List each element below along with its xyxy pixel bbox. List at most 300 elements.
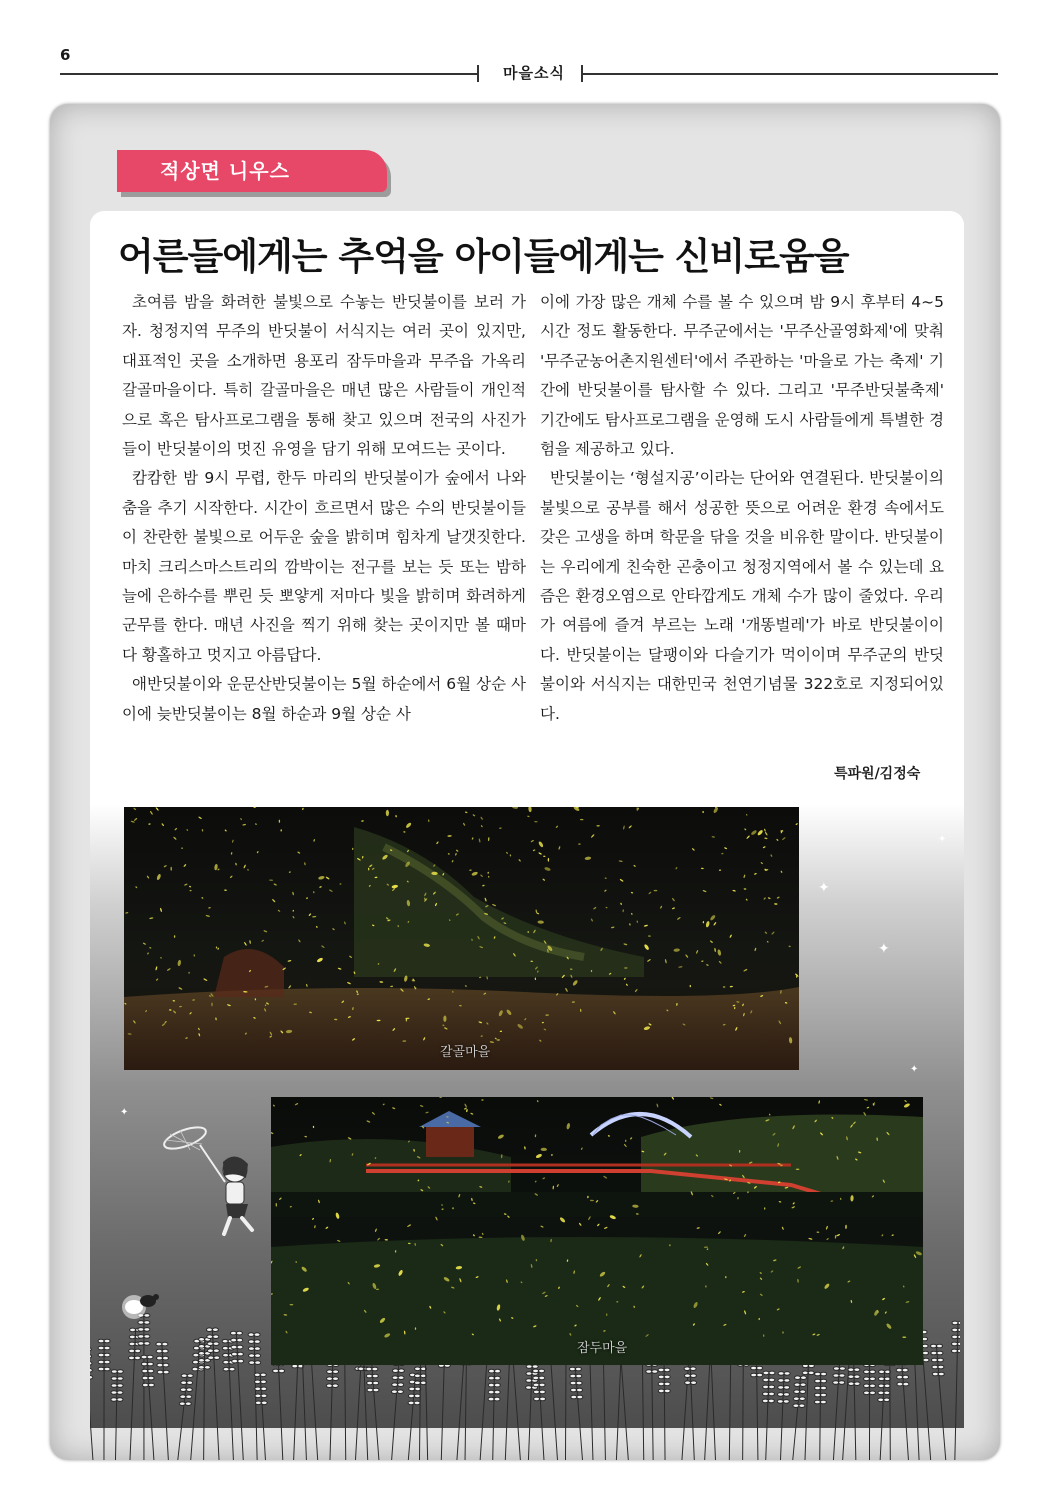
wheat-grain <box>864 1384 870 1388</box>
svg-text:✦: ✦ <box>120 1107 129 1118</box>
wheat-grain <box>111 1398 117 1402</box>
svg-text:✦: ✦ <box>818 880 830 896</box>
photo-caption: 잠두마을 <box>577 1341 628 1356</box>
wheat-grain <box>489 1369 495 1373</box>
wheat-grain <box>937 1351 943 1355</box>
wheat-grain <box>238 1359 244 1363</box>
wheat-grain <box>392 1376 398 1380</box>
wheat-grain <box>801 1376 807 1380</box>
wheat-grain <box>952 1321 958 1325</box>
wheat-grain <box>255 1394 261 1398</box>
wheat-grain <box>237 1345 243 1349</box>
wheat-grain <box>878 1391 884 1395</box>
wheat-grain <box>181 1374 187 1378</box>
svg-text:✦: ✦ <box>910 1064 919 1075</box>
wheat-grain <box>658 1375 664 1379</box>
wheat-grain <box>664 1389 670 1393</box>
wheat-grain <box>539 1390 545 1394</box>
wheat-grain <box>372 1374 378 1378</box>
wheat-grain <box>231 1345 237 1349</box>
wheat-grain <box>922 1344 928 1348</box>
wheat-grain <box>157 1370 163 1374</box>
wheat-grain <box>903 1382 909 1386</box>
wheat-grain <box>261 1401 267 1405</box>
wheat-grain <box>129 1356 135 1360</box>
wheat-grain <box>111 1384 117 1388</box>
wheat-grain <box>366 1374 372 1378</box>
wheat-grain <box>332 1384 338 1388</box>
wheat-grain <box>784 1386 790 1390</box>
wheat-grain <box>141 1362 147 1366</box>
header-tick-left <box>477 65 479 82</box>
wheat-grain <box>494 1397 500 1401</box>
paragraph: 이에 가장 많은 개체 수를 볼 수 있으며 밤 9시 후부터 4~5시간 정도 활동한다. 무주군에서는 '무주산골영화제'에 맞춰 '무주군농어촌지원센터'에서 주관하는 '마을로 가는 축제' 기간에 반딧불이를 탐사할 수 있다. 그리고 '무주반딧불축제' 기간에도 탐사프로그램을 운영해 도시 사람들에게 특별한 경험을 제공하고 있다. <box>540 293 944 459</box>
paragraph: 초여름 밤을 화려한 불빛으로 수놓는 반딧불이를 보러 가자. 청정지역 무주의 반딧불이 서식지는 여러 곳이 있지만, 대표적인 곳을 소개하면 용포리 잠두마을과 무주읍 가옥리 갈골마을이다. 특히 갈골마을은 매년 많은 사람들이 개인적으로 혹은 탐사프로그램을 통해 찾고 있으며 전국의 사진가들이 반딧불이의 멋진 유영을 담기 위해 모여드는 곳이다. <box>122 293 526 459</box>
wheat-grain <box>854 1382 860 1386</box>
wheat-grain <box>848 1368 854 1372</box>
wheat-grain <box>784 1379 790 1383</box>
wheat-grain <box>98 1346 104 1350</box>
wheat-grain <box>237 1338 243 1342</box>
byline: 특파원/김정숙 <box>834 766 921 782</box>
wheat-grain <box>333 1370 339 1374</box>
wheat-grain <box>193 1360 199 1364</box>
wheat-grain <box>398 1376 404 1380</box>
wheat-grain <box>769 1392 775 1396</box>
wheat-grain <box>839 1381 845 1385</box>
wheat-grain <box>488 1397 494 1401</box>
firefly-light <box>171 867 172 871</box>
wheat-grain <box>229 1367 235 1371</box>
wheat-grain <box>358 1367 364 1371</box>
wheat-grain <box>938 1365 944 1369</box>
wheat-grain <box>260 1373 266 1377</box>
wheat-grain <box>223 1353 229 1357</box>
wheat-grain <box>690 1374 696 1378</box>
wheat-grain <box>98 1367 104 1371</box>
wheat-grain <box>854 1368 860 1372</box>
wheat-stalk <box>228 1341 233 1460</box>
wheat-grain <box>691 1381 697 1385</box>
wheat-grain <box>248 1340 254 1344</box>
wheat-grain <box>117 1384 123 1388</box>
wheat-grain <box>129 1335 135 1339</box>
wheat-grain <box>777 1400 783 1404</box>
wheat-grain <box>232 1359 238 1363</box>
wheat-grain <box>848 1382 854 1386</box>
wheat-grain <box>144 1328 150 1332</box>
wheat-grain <box>494 1390 500 1394</box>
wheat-stalk <box>90 1349 93 1460</box>
wheat-grain <box>658 1389 664 1393</box>
wheat-grain <box>104 1353 110 1357</box>
wheat-grain <box>213 1342 219 1346</box>
wheat-grain <box>199 1345 205 1349</box>
wheat-grain <box>903 1375 909 1379</box>
wheat-grain <box>111 1391 117 1395</box>
paragraph: 캄캄한 밤 9시 무렵, 한두 마리의 반딧불이가 숲에서 나와 춤을 추기 시작한다. 시간이 흐르면서 많은 수의 반딧불이들이 찬란한 불빛으로 어두운 숲을 밝히며 힘차게 날갯짓한다. 마치 크리스마스트리의 깜박이는 전구를 보는 듯 또는 밤하늘에 은하수를 뿌린 듯 뽀얗게 저마다 빛을 밝히며 화려하게 군무를 한다. 매년 사진을 찍기 위해 찾는 곳이지만 볼 때마다 황홀하고 멋지고 아름답다. <box>122 469 526 664</box>
wheat-grain <box>213 1349 219 1353</box>
wheat-grain <box>185 1402 191 1406</box>
wheat-grain <box>147 1362 153 1366</box>
wheat-grain <box>952 1342 958 1346</box>
wheat-grain <box>778 1379 784 1383</box>
wheat-grain <box>180 1388 186 1392</box>
wheat-grain <box>793 1397 799 1401</box>
firefly-light <box>497 1039 500 1040</box>
firefly-light <box>796 1169 800 1170</box>
wheat-grain <box>799 1404 805 1408</box>
wheat-grain <box>391 1390 397 1394</box>
wheat-grain <box>186 1388 192 1392</box>
wheat-grain <box>187 1374 193 1378</box>
paragraph: 애반딧불이와 운문산반딧불이는 5월 하순에서 6월 상순 사이에 늦반딧불이는 8월 하순과 9월 상순 사 <box>122 675 526 723</box>
wheat-grain <box>808 1371 814 1375</box>
wheat-grain <box>98 1360 104 1364</box>
wheat-grain <box>213 1335 219 1339</box>
wheat-grain <box>135 1349 141 1353</box>
wheat-grain <box>923 1358 929 1362</box>
wheat-grain <box>111 1377 117 1381</box>
wheat-grain <box>142 1383 148 1387</box>
wheat-grain <box>90 1355 92 1359</box>
wheat-grain <box>957 1349 960 1353</box>
wheat-grain <box>254 1333 260 1337</box>
wheat-grain <box>255 1380 261 1384</box>
wheat-grain <box>236 1331 242 1335</box>
wheat-grain <box>261 1380 267 1384</box>
article-column-left <box>122 288 526 729</box>
wheat-grain <box>814 1400 820 1404</box>
wheat-grain <box>138 1335 144 1339</box>
wheat-grain <box>848 1375 854 1379</box>
photo-galgol-village <box>124 807 799 1070</box>
wheat-grain <box>526 1372 532 1376</box>
section-title: 마을소식 <box>503 64 565 82</box>
wheat-grain <box>577 1395 583 1399</box>
wheat-grain <box>373 1381 379 1385</box>
wheat-grain <box>757 1373 763 1377</box>
wheat-grain <box>884 1384 890 1388</box>
wheat-grain <box>931 1358 937 1362</box>
wheat-grain <box>207 1342 213 1346</box>
header-rule-right <box>583 73 998 75</box>
wheat-grain <box>90 1369 92 1373</box>
firefly-light <box>211 1003 212 1007</box>
wheat-grain <box>539 1383 545 1387</box>
wheat-grain <box>652 1370 658 1374</box>
wheat-grain <box>958 1335 960 1339</box>
wheat-grain <box>879 1370 885 1374</box>
wheat-grain <box>864 1370 870 1374</box>
wheat-grain <box>222 1346 228 1350</box>
wheat-grain <box>231 1352 237 1356</box>
wheat-grain <box>533 1390 539 1394</box>
wheat-grain <box>854 1375 860 1379</box>
wheat-grain <box>870 1384 876 1388</box>
wheat-grain <box>488 1390 494 1394</box>
wheat-grain <box>763 1371 769 1375</box>
wheat-grain <box>199 1352 205 1356</box>
wheat-grain <box>254 1347 260 1351</box>
wheat-grain <box>757 1366 763 1370</box>
wheat-grain <box>98 1339 104 1343</box>
wheat-grain <box>488 1376 494 1380</box>
wheat-grain <box>664 1368 670 1372</box>
wheat-grain <box>751 1373 757 1377</box>
wheat-grain <box>230 1331 236 1335</box>
wheat-grain <box>129 1342 135 1346</box>
wheat-grain <box>129 1349 135 1353</box>
wheat-grain <box>249 1361 255 1365</box>
wheat-grain <box>821 1372 827 1376</box>
wheat-grain <box>206 1328 212 1332</box>
wheat-grain <box>192 1367 198 1371</box>
wheat-grain <box>570 1381 576 1385</box>
wheat-grain <box>237 1352 243 1356</box>
wheat-grain <box>392 1383 398 1387</box>
wheat-grain <box>199 1338 205 1342</box>
wheat-grain <box>646 1370 652 1374</box>
wheat-grain <box>144 1342 150 1346</box>
wheat-grain <box>784 1372 790 1376</box>
wheat-grain <box>104 1367 110 1371</box>
article-column-right <box>540 288 944 729</box>
wheat-grain <box>366 1367 372 1371</box>
wheat-grain <box>148 1383 154 1387</box>
wheat-grain <box>534 1397 540 1401</box>
wheat-grain <box>571 1395 577 1399</box>
wheat-grain <box>181 1381 187 1385</box>
wheat-grain <box>794 1390 800 1394</box>
wheat-grain <box>931 1344 937 1348</box>
wheat-grain <box>784 1393 790 1397</box>
wheat-grain <box>664 1382 670 1386</box>
wheat-grain <box>820 1400 826 1404</box>
wheat-grain <box>494 1383 500 1387</box>
wheat-grain <box>273 1369 279 1373</box>
wheat-grain <box>408 1394 414 1398</box>
wheat-grain <box>800 1383 806 1387</box>
headline: 어른들에게는 추억을 아이들에게는 신비로움을 <box>118 235 849 278</box>
wheat-grain <box>111 1370 117 1374</box>
wheat-grain <box>90 1362 92 1366</box>
wheat-grain <box>141 1355 147 1359</box>
svg-text:✦: ✦ <box>878 941 890 957</box>
wheat-grain <box>577 1388 583 1392</box>
wheat-grain <box>248 1347 254 1351</box>
category-tag-label: 적상면 니우스 <box>160 159 290 183</box>
wheat-grain <box>398 1383 404 1387</box>
wheat-grain <box>367 1388 373 1392</box>
wheat-grain <box>117 1370 123 1374</box>
wheat-grain <box>248 1333 254 1337</box>
wheat-grain <box>255 1354 261 1358</box>
wheat-grain <box>414 1394 420 1398</box>
wheat-grain <box>372 1367 378 1371</box>
wheat-grain <box>104 1346 110 1350</box>
wheat-grain <box>795 1376 801 1380</box>
wheat-grain <box>951 1349 957 1353</box>
wheat-grain <box>223 1360 229 1364</box>
wheat-grain <box>938 1372 944 1376</box>
wheat-grain <box>783 1400 789 1404</box>
page-number: 6 <box>60 46 71 64</box>
wheat-grain <box>884 1391 890 1395</box>
wheat-grain <box>249 1354 255 1358</box>
wheat-grain <box>533 1376 539 1380</box>
wheat-grain <box>138 1342 144 1346</box>
wheat-grain <box>138 1328 144 1332</box>
wheat-grain <box>187 1381 193 1385</box>
wheat-grain <box>763 1392 769 1396</box>
wheat-grain <box>156 1342 162 1346</box>
wheat-grain <box>762 1399 768 1403</box>
wheat-grain <box>576 1381 582 1385</box>
wheat-grain <box>98 1353 104 1357</box>
wheat-grain <box>778 1372 784 1376</box>
wheat-grain <box>117 1391 123 1395</box>
wheat-grain <box>540 1397 546 1401</box>
wheat-grain <box>684 1374 690 1378</box>
wheat-grain <box>255 1401 261 1405</box>
wheat-grain <box>414 1381 420 1385</box>
wheat-grain <box>163 1370 169 1374</box>
wheat-grain <box>778 1393 784 1397</box>
wheat-grain <box>870 1391 876 1395</box>
wheat-grain <box>326 1384 332 1388</box>
wheat-grain <box>778 1386 784 1390</box>
wheat-grain <box>198 1366 204 1370</box>
wheat-grain <box>815 1379 821 1383</box>
wheat-grain <box>373 1388 379 1392</box>
firefly-light <box>386 810 389 816</box>
wheat-grain <box>839 1367 845 1371</box>
wheat-grain <box>833 1374 839 1378</box>
wheat-grain <box>923 1351 929 1355</box>
wheat-grain <box>163 1363 169 1367</box>
wheat-grain <box>931 1351 937 1355</box>
wheat-grain <box>204 1366 210 1370</box>
wheat-grain <box>539 1369 545 1373</box>
wheat-grain <box>392 1369 398 1373</box>
wheat-grain <box>397 1390 403 1394</box>
wheat-grain <box>763 1378 769 1382</box>
wheat-grain <box>333 1377 339 1381</box>
paragraph: 반딧불이는 ‘형설지공’이라는 단어와 연결된다. 반딧불이의 불빛으로 공부를 해서 성공한 뜻으로 어려운 환경 속에서도 갖은 고생을 하며 학문을 닦을 것을 비유한 말이다. 반딧불이는 우리에게 친숙한 곤충이고 청정지역에서 볼 수 있는데 요즘은 환경오염으로 안타깝게도 개체 수가 많이 줄었다. 우리가 여름에 즐겨 부르는 노래 '개똥벌레'가 바로 반딧불이이다. 반딧불이는 달팽이와 다슬기가 먹이이며 무주군의 반딧불이와 서식지는 대한민국 천연기념물 322호로 지정되어있다. <box>540 469 944 723</box>
wheat-grain <box>658 1382 664 1386</box>
wheat-grain <box>255 1361 261 1365</box>
photo-caption: 갈골마을 <box>440 1045 491 1060</box>
wheat-grain <box>575 1367 581 1371</box>
wheat-grain <box>952 1335 958 1339</box>
wheat-grain <box>833 1381 839 1385</box>
wheat-grain <box>932 1372 938 1376</box>
wheat-grain <box>821 1393 827 1397</box>
wheat-grain <box>802 1371 808 1375</box>
wheat-grain <box>104 1360 110 1364</box>
wheat-grain <box>488 1383 494 1387</box>
wheat-grain <box>958 1328 960 1332</box>
wheat-grain <box>815 1393 821 1397</box>
wheat-grain <box>90 1376 93 1380</box>
wheat-grain <box>870 1377 876 1381</box>
wheat-grain <box>180 1395 186 1399</box>
wheat-grain <box>261 1387 267 1391</box>
wheat-grain <box>821 1386 827 1390</box>
wheat-grain <box>526 1365 532 1369</box>
wheat-grain <box>685 1381 691 1385</box>
wheat-grain <box>414 1374 420 1378</box>
wheat-grain <box>839 1374 845 1378</box>
wheat-grain <box>327 1370 333 1374</box>
wheat-grain <box>664 1375 670 1379</box>
wheat-grain <box>157 1356 163 1360</box>
wheat-stalk <box>162 1344 168 1460</box>
wheat-grain <box>815 1386 821 1390</box>
wheat-grain <box>769 1385 775 1389</box>
wheat-grain <box>157 1363 163 1367</box>
wheat-grain <box>658 1368 664 1372</box>
wheat-grain <box>533 1383 539 1387</box>
firefly-light <box>654 890 658 891</box>
wheat-grain <box>526 1379 532 1383</box>
header-rule-left <box>60 73 477 75</box>
wheat-grain <box>199 1359 205 1363</box>
wheat-grain <box>261 1394 267 1398</box>
wheat-grain <box>130 1328 136 1332</box>
wheat-grain <box>768 1399 774 1403</box>
wheat-grain <box>751 1366 757 1370</box>
wheat-grain <box>214 1356 220 1360</box>
wheat-grain <box>932 1365 938 1369</box>
wheat-grain <box>878 1384 884 1388</box>
wheat-grain <box>937 1344 943 1348</box>
wheat-grain <box>207 1349 213 1353</box>
wheat-grain <box>495 1369 501 1373</box>
wheat-grain <box>135 1356 141 1360</box>
wheat-grain <box>526 1386 532 1390</box>
wheat-grain <box>571 1388 577 1392</box>
wheat-grain <box>162 1349 168 1353</box>
wheat-stalk <box>204 1339 205 1460</box>
wheat-grain <box>570 1374 576 1378</box>
wheat-grain <box>163 1356 169 1360</box>
wheat-grain <box>821 1379 827 1383</box>
wheat-grain <box>222 1339 228 1343</box>
wheat-grain <box>532 1365 538 1369</box>
wheat-grain <box>279 1369 285 1373</box>
wheat-grain <box>148 1369 154 1373</box>
wheat-grain <box>763 1385 769 1389</box>
wheat-grain <box>793 1404 799 1408</box>
wheat-grain <box>104 1339 110 1343</box>
wheat-grain <box>952 1328 958 1332</box>
wheat-grain <box>799 1397 805 1401</box>
wheat-grain <box>156 1349 162 1353</box>
wheat-grain <box>902 1368 908 1372</box>
wheat-grain <box>769 1371 775 1375</box>
wheat-grain <box>684 1367 690 1371</box>
wheat-grain <box>884 1398 890 1402</box>
wheat-grain <box>162 1342 168 1346</box>
wheat-grain <box>864 1391 870 1395</box>
wheat-grain <box>117 1398 123 1402</box>
wheat-grain <box>897 1382 903 1386</box>
wheat-grain <box>398 1369 404 1373</box>
wheat-grain <box>870 1370 876 1374</box>
svg-text:✦: ✦ <box>938 834 947 845</box>
